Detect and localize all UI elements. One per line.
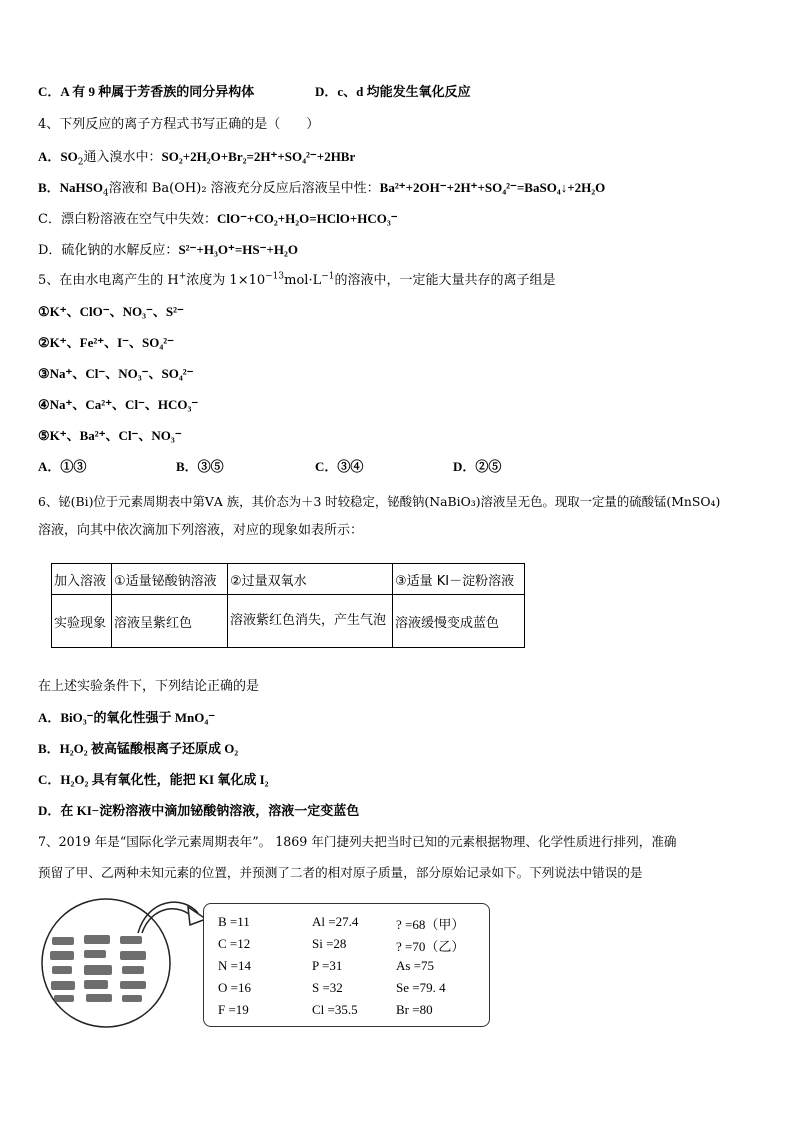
table-cell: ②过量双氧水 (228, 564, 393, 595)
table-row (52, 595, 525, 648)
q4-d-equation: S²⁻+H₃O⁺=HS⁻+H₂O (178, 242, 298, 257)
q4-a-label: A．SO (38, 149, 78, 164)
q4-c-label: C．漂白粉溶液在空气中失效： (38, 212, 217, 227)
q4-a-equation: SO₂+2H₂O+Br₂=2H⁺+SO₄²⁻+2HBr (161, 149, 356, 164)
q6-lead: 在上述实验条件下，下列结论正确的是 (38, 679, 260, 694)
q4-option-d (38, 241, 298, 260)
col3-entry: ? =68（甲） (396, 917, 465, 932)
q3-option-d: D．c、d 均能发生氧化反应 (315, 84, 471, 99)
q6-stem-line1: 6、铋(Bi)位于元素周期表中第ⅤA 族，其价态为＋3 时较稳定，铋酸钠(NaBiO₃)溶液呈无色。现取一定量的硫酸锰(MnSO₄) (38, 494, 721, 509)
table-cell: 溶液呈紫红色 (112, 595, 228, 648)
q6-option-c: C．H₂O₂ 具有氧化性，能把 KI 氧化成 I₂ (38, 772, 269, 787)
mendeleev-figure (38, 893, 498, 1033)
q4-b-equation: Ba²⁺+2OH⁻+2H⁺+SO₄²⁻=BaSO₄↓+2H₂O (379, 180, 606, 195)
col3-entry: As =75 (396, 958, 435, 973)
col2-entry: S =32 (312, 980, 343, 995)
q5-group-5: ⑤K⁺、Ba²⁺、Cl⁻、NO₃⁻ (38, 428, 182, 443)
col2-entry: Cl =35.5 (312, 1002, 358, 1017)
q6-option-b: B．H₂O₂ 被高锰酸根离子还原成 O₂ (38, 741, 239, 756)
col2-entry: P =31 (312, 958, 343, 973)
col1-entry: C =12 (218, 936, 251, 951)
q5-group-1: ①K⁺、ClO⁻、NO₃⁻、S²⁻ (38, 304, 184, 319)
table-header-row (52, 564, 525, 595)
q6-option-a: A．BiO₃⁻的氧化性强于 MnO₄⁻ (38, 710, 216, 725)
col1-entry: N =14 (218, 958, 251, 973)
q4-c-equation: ClO⁻+CO₂+H₂O=HClO+HCO₃⁻ (216, 211, 398, 226)
q5-option-b: B．③⑤ (176, 459, 224, 474)
table-cell: 加入溶液 (52, 564, 112, 595)
q3-option-c: C．A 有 9 种属于芳香族的同分异构体 (38, 84, 255, 99)
q5-option-c: C．③④ (315, 459, 364, 474)
q5-option-a: A．①③ (38, 459, 87, 474)
q4-option-b: B．NaHSO$_4$溶液和 Ba(OH)₂ 溶液充分反应后溶液呈中性：Ba²⁺+2OH⁻+2H⁺+SO₄²⁻=BaSO₄↓+2H₂O (38, 180, 606, 199)
table-cell: ③适量 KI－淀粉溶液 (393, 564, 525, 595)
q5-stem-part1: 5、在由水电离产生的 H (38, 273, 179, 288)
col3-entry: Br =80 (396, 1002, 433, 1017)
table-cell: 实验现象 (52, 595, 112, 648)
col3-entry: ? =70（乙） (396, 939, 465, 954)
col2-entry: Si =28 (312, 936, 347, 951)
q4-b-label: B．NaHSO (38, 180, 104, 195)
atomic-mass-card (203, 903, 490, 1027)
table-cell: ①适量铋酸钠溶液 (112, 564, 228, 595)
q4-option-a: A．$SO_2$通入溴水中：SO₂+2H₂O+Br₂=2H⁺+SO₄²⁻+2HBr (38, 149, 356, 168)
col3-entry: Se =79. 4 (396, 980, 446, 995)
q6-stem-line2: 溶液，向其中依次滴加下列溶液，对应的现象如表所示： (38, 523, 364, 538)
col1-entry: F =19 (218, 1002, 249, 1017)
table-cell: 溶液缓慢变成蓝色 (393, 595, 525, 648)
q4-option-c (38, 210, 398, 229)
q5-stem-part4: 的溶液中，一定能大量共存的离子组是 (334, 273, 556, 288)
q4-d-label: D．硫化钠的水解反应： (38, 243, 179, 258)
q5-group-3: ③Na⁺、Cl⁻、NO₃⁻、SO₄²⁻ (38, 366, 194, 381)
q5-option-d: D．②⑤ (453, 459, 502, 474)
q7-stem-line1: 7、2019 年是“国际化学元素周期表年”。 1869 年门捷列夫把当时已知的元素根据物理、化学性质进行排列，准确 (38, 834, 677, 849)
q5-group-2: ②K⁺、Fe²⁺、I⁻、SO₄²⁻ (38, 335, 175, 350)
col1-entry: O =16 (218, 980, 251, 995)
q4-stem: 4、下列反应的离子方程式书写正确的是（ ） (38, 117, 320, 132)
q7-stem-line2: 预留了甲、乙两种未知元素的位置，并预测了二者的相对原子质量，部分原始记录如下。下列说法中错误的是 (38, 865, 643, 880)
col1-entry: B =11 (218, 914, 250, 929)
q5-stem: 5、在由水电离产生的 H+浓度为 $1\times 10^{-13}mol\cdot L^{-1}$的溶液中，一定能大量共存的离子组是 (38, 271, 556, 288)
experiment-table (51, 563, 525, 648)
table-cell: 溶液紫红色消失，产生气泡 (228, 595, 393, 648)
q6-option-d: D．在 KI−淀粉溶液中滴加铋酸钠溶液，溶液一定变蓝色 (38, 803, 360, 818)
q4-a-text: 通入溴水中： (83, 150, 162, 165)
col2-entry: Al =27.4 (312, 914, 359, 929)
q5-stem-part3: mol·L (284, 273, 322, 288)
q4-b-text: 溶液和 Ba(OH)₂ 溶液充分反应后溶液呈中性： (108, 181, 380, 196)
q5-group-4: ④Na⁺、Ca²⁺、Cl⁻、HCO₃⁻ (38, 397, 199, 412)
handwritten-notes-image (38, 893, 208, 1033)
q5-stem-part2: 浓度为 1×10 (186, 273, 266, 288)
